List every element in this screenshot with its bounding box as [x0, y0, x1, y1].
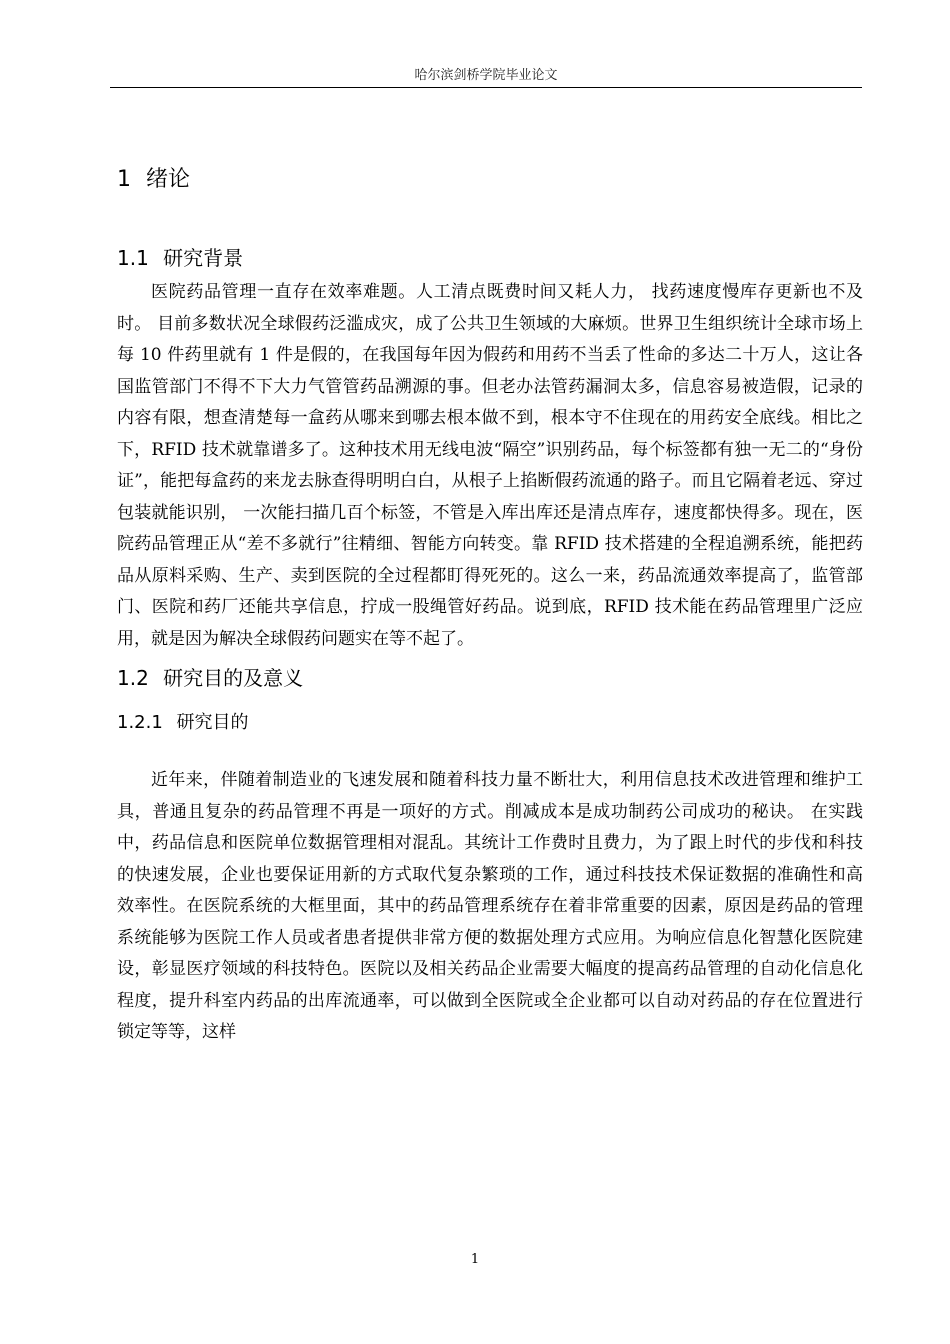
subsection-title: 研究目的 — [176, 712, 249, 733]
section-title: 研究目的及意义 — [163, 666, 304, 690]
chapter-title: 绪论 — [146, 167, 191, 192]
header-divider — [110, 87, 862, 88]
section-heading-1-2 — [117, 661, 863, 695]
section-heading-1-1 — [117, 241, 863, 275]
page-header — [110, 64, 862, 83]
page-number: 1 — [470, 1252, 480, 1267]
purpose-paragraph: 近年来，伴随着制造业的飞速发展和随着科技力量不断壮大，利用信息技术改进管理和维护工具，普通且复杂的药品管理不再是一项好的方式。削减成本是成功制药公司成功的秘诀。 在实践中，药品信息和医院单位数据管理相对混乱。其统计工作费时且费力，为了跟上时代的步伐和科技的快速发展，企业也要保证用新的方式取代复杂繁琐的工作，通过科技技术保证数据的准确性和高效率性。在医院系统的大框里面，其中的药品管理系统存在着非常重要的因素，原因是药品的管理系统能够为医院工作人员或者患者提供非常方便的数据处理方式应用。为响应信息化智慧化医院建设，彰显医疗领域的科技特色。医院以及相关药品企业需要大幅度的提高药品管理的自动化信息化程度，提升科室内药品的出库流通率，可以做到全医院或全企业都可以自动对药品的存在位置进行锁定等等，这样 — [117, 770, 863, 1042]
header-title: 哈尔滨剑桥学院毕业论文 — [414, 68, 558, 83]
section-number: 1.1 — [117, 246, 149, 270]
section-title: 研究背景 — [163, 246, 244, 270]
chapter-number: 1 — [117, 167, 131, 192]
document-body — [117, 160, 863, 1049]
background-paragraph: 医院药品管理一直存在效率难题。人工清点既费时间又耗人力， 找药速度慢库存更新也不及时。 目前多数状况全球假药泛滥成灾，成了公共卫生领域的大麻烦。世界卫生组织统计全球市场上每 10 件药里就有 1 件是假的，在我国每年因为假药和用药不当丢了性命的多达二十万人，这让各国监管部门不得不下大力气管管药品溯源的事。但老办法管药漏洞太多，信息容易被造假，记录的内容有限，想查清楚每一盒药从哪来到哪去根本做不到，根本守不住现在的用药安全底线。相比之下，RFID 技术就靠谱多了。这种技术用无线电波“隔空”识别药品，每个标签都有独一无二的“身份证”，能把每盒药的来龙去脉查得明明白白，从根子上掐断假药流通的路子。而且它隔着老远、穿过包装就能识别， 一次能扫描几百个标签，不管是入库出库还是清点库存，速度都快得多。现在，医院药品管理正从“差不多就行”往精细、智能方向转变。靠 RFID 技术搭建的全程追溯系统，能把药品从原料采购、生产、卖到医院的全过程都盯得死死的。这么一来，药品流通效率提高了，监管部门、医院和药厂还能共享信息，拧成一股绳管好药品。说到底，RFID 技术能在药品管理里广泛应用，就是因为解决全球假药问题实在等不起了。 — [117, 282, 863, 649]
subsection-number: 1.2.1 — [117, 712, 163, 733]
chapter-heading — [117, 160, 863, 200]
subsection-heading-1-2-1 — [117, 707, 863, 739]
section-number: 1.2 — [117, 666, 149, 690]
